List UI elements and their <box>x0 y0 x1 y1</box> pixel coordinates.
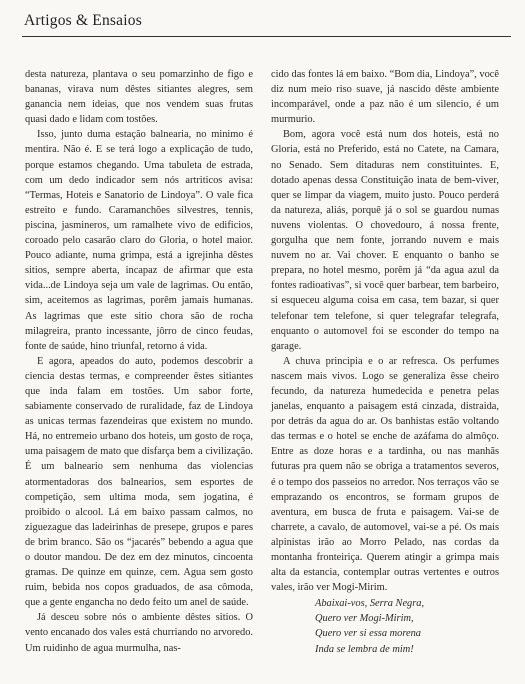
paragraph: cido das fontes lá em baixo. “Bom dia, Lindoya”, você diz num meio riso suave, já nascido dêste ambiente incomparável, onde a paz não é um silencio, é um murmurio. <box>271 69 499 126</box>
paragraph: E agora, apeados do auto, podemos descobrir a ciencia destas termas, e compreender êstes sitiantes que inda falam em tostões. Um sabor forte, sabiamente conservado de ruralidade, faz de Lindoya as unicas termas fazendeiras que existem no mundo. Há, no entremeio urbano dos hoteis, um gosto de roça, uma paisagem de mato que disfarça bem a civilização. É um balneario sem nenhuma das violencias atormentadoras dos balnearios, sem esportes de competição, sem ultima moda, sem jogatina, é proibido o alcool. Lá em baixo passam calmos, no ziguezague das ladeirinhas de presepe, grupos e pares de brim branco. São os “jacarés” bebendo a agua que o doutor mandou. De dez em dez minutos, cincoenta gramas. De quinze em quinze, cem. Agua sem gosto ruim, bebida nos copos graduados, de asa cômoda, que a gente engancha no dedo feito um anel de saúde. <box>25 355 253 609</box>
paragraph: Isso, junto duma estação balnearia, no minimo é mentira. Não é. E se terá logo a explicação de tudo, porque estamos chegando. Uma tabuleta de estrada, com um dedo indicador sem nós artriticos avisa: “Termas, Hoteis e Sanatorio de Lindoya”. O vale fica estreito e fundo. Caramanchões silvestres, tennis, piscina, jasmineros, um ramalhete vivo de edificios, coroado pelo casarão claro do Gloria, o hotel maior. Pouco adiante, numa grimpa, está a igrejinha dêstes sitios, sempre aberta, incapaz de afirmar que esta vida...de Lindoya seja um vale de lagrimas. Ou então, sim, aceitemos as lagrimas, porêm jamais humanas. As lagrimas que este sitio chora são de rocha milagreira, pranto incessante, jôrro de cinco feudas, fonte de saúde, hino triunfal, retorno á vida. <box>25 129 253 352</box>
left-column <box>25 67 253 656</box>
right-column <box>271 67 499 657</box>
poem-line: Quero ver si essa morena <box>315 628 422 640</box>
paragraph: Já desceu sobre nós o ambiente dêstes sitios. O vento encanado dos vales está churriando no arvoredo. Um ruidinho de agua murmulha, nas- <box>25 612 253 654</box>
header-rule <box>22 36 511 37</box>
poem-line: Quero ver Mogi-Mirim, <box>315 613 414 625</box>
paragraph: desta natureza, plantava o seu pomarzinho de figo e bananas, virava num dêstes sitiantes alegres, sem ganancia nem ideias, que nos vendem suas frutas quasi dado e lidam com tostões. <box>25 69 253 126</box>
paragraph: Bom, agora você está num dos hoteis, está no Gloria, está no Preferido, está no Catete, na Camara, no Senado. Sem ditaduras nem constituintes. E, dotado apenas dessa Constituição inata de bem-viver, quer se limpar da viagem, muito justo. Pouco perderá da natureza, aliás, porquê já o sol se guardou numas nuvens violentas. O chovedouro, á nossa frente, gorgulha que nem fonte, jorrando nuvem e mais nuvem no ar. Vai chover. E enquanto o banho se prepara, no hotel mesmo, porêm já “da agua azul da fontes radioativas”, si você quer barbear, tem barbeiro, si esqueceu alguma coisa em casa, tem bazar, si quer telefonar tem telefone, si quer telegrafar telegrafa, enquanto o automovel foi se esconder do tempo na garage. <box>271 129 499 352</box>
section-header: Artigos & Ensaios <box>24 12 142 29</box>
poem-quote <box>271 596 499 656</box>
paragraph: A chuva principia e o ar refresca. Os perfumes nascem mais vivos. Logo se generaliza êsse cheiro fecundo, da natureza humedecida e penetra pelas janelas, enquanto a paisagem está cinzada, distraida, por detrás da agua do ar. Os banhistas estão voltando das termas e o hotel se enche de azáfama do almôço. Entre as doze horas e a tardinha, ou nas manhãs futuras pra quem não se obriga a tratamentos severos, é o tempo dos passeios no arredor. Nos terraços vão se emprazando os encontros, se formam grupos de aventura, em busca de fruta e paisagem. Vai-se de charrete, a cavalo, de automovel, vai-se a pé. Os mais alpinistas irão ao Morro Pelado, nas cordas da montanha fronteiriça. Querem atingir a grimpa mais alta da estancia, contemplar outras vertentes e outros vales, irão ver Mogi-Mirim. <box>271 355 499 594</box>
poem-line: Inda se lembra de mim! <box>315 643 414 655</box>
poem-line: Abaixai-vos, Serra Negra, <box>315 598 425 610</box>
